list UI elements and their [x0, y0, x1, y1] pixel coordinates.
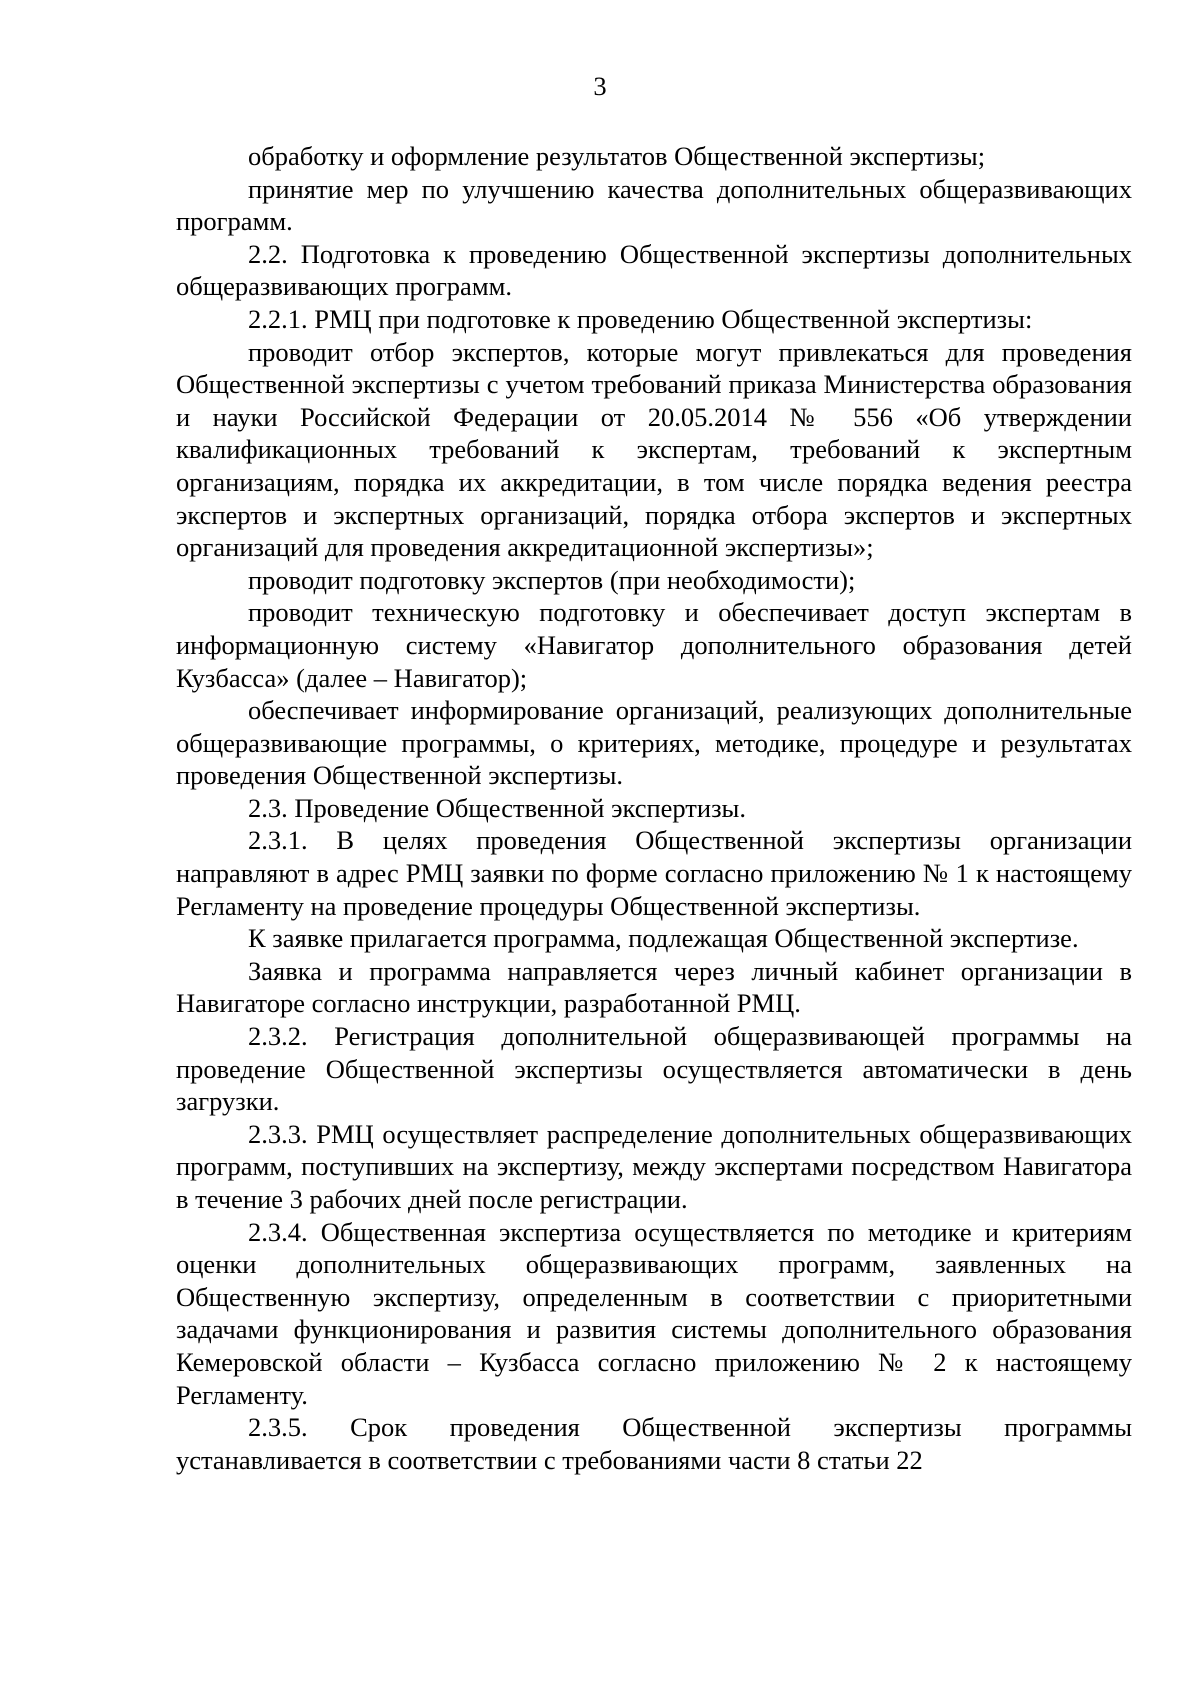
paragraph: 2.2.1. РМЦ при подготовке к проведению Общественной экспертизы:	[248, 303, 1033, 334]
section-heading: 2.2. Подготовка к проведению Общественной экспертизы дополнительных общеразвивающих программ.	[176, 238, 1132, 302]
paragraph: обработку и оформление результатов Общественной экспертизы;	[248, 141, 986, 171]
paragraph: Заявка и программа направляется через личный кабинет организации в Навигаторе согласно инструкции, разработанной РМЦ.	[176, 955, 1132, 1019]
paragraph: проводит отбор экспертов, которые могут привлекаться для проведения Общественной экспертизы с учетом требований приказа Министерства образования и науки Российской Федерации от 20.05.2014 № 556 «Об утверждении квалификационных требований к экспертам, требований к экспертным организациям, порядка их аккредитации, в том числе порядка ведения реестра экспертов и экспертных организаций, порядка отбора экспертов и экспертных организаций для проведения аккредитационной экспертизы»;	[176, 336, 1132, 563]
section-heading: 2.3. Проведение Общественной экспертизы.	[248, 792, 746, 823]
paragraph: К заявке прилагается программа, подлежащая Общественной экспертизе.	[248, 923, 1079, 954]
paragraph: обеспечивает информирование организаций, реализующих дополнительные общеразвивающие программы, о критериях, методике, процедуре и результатах проведения Общественной экспертизы.	[176, 695, 1132, 791]
document-body	[176, 140, 1132, 1476]
paragraph: проводит подготовку экспертов (при необходимости);	[248, 564, 856, 595]
paragraph: 2.3.5. Срок проведения Общественной экспертизы программы устанавливается в соответствии с требованиями части 8 статьи 22	[176, 1412, 1132, 1475]
paragraph: 2.3.2. Регистрация дополнительной общеразвивающей программы на проведение Общественной экспертизы осуществляется автоматически в день загрузки.	[176, 1021, 1132, 1117]
paragraph: 2.3.4. Общественная экспертиза осуществляется по методике и критериям оценки дополнительных общеразвивающих программ, заявленных на Общественную экспертизу, определенным в соответствии с приоритетными задачами функционирования и развития системы дополнительного образования Кемеровской области – Кузбасса согласно приложению № 2 к настоящему Регламенту.	[176, 1216, 1132, 1410]
paragraph: проводит техническую подготовку и обеспечивает доступ экспертам в информационную систему «Навигатор дополнительного образования детей Кузбасса» (далее – Навигатор);	[176, 597, 1132, 693]
paragraph: 2.3.1. В целях проведения Общественной экспертизы организации направляют в адрес РМЦ заявки по форме согласно приложению № 1 к настоящему Регламенту на проведение процедуры Общественной экспертизы.	[176, 825, 1132, 921]
paragraph: 2.3.3. РМЦ осуществляет распределение дополнительных общеразвивающих программ, поступивших на экспертизу, между экспертами посредством Навигатора в течение 3 рабочих дней после регистрации.	[176, 1118, 1132, 1214]
paragraph: принятие мер по улучшению качества дополнительных общеразвивающих программ.	[176, 173, 1132, 237]
page-number: 3	[593, 71, 607, 101]
